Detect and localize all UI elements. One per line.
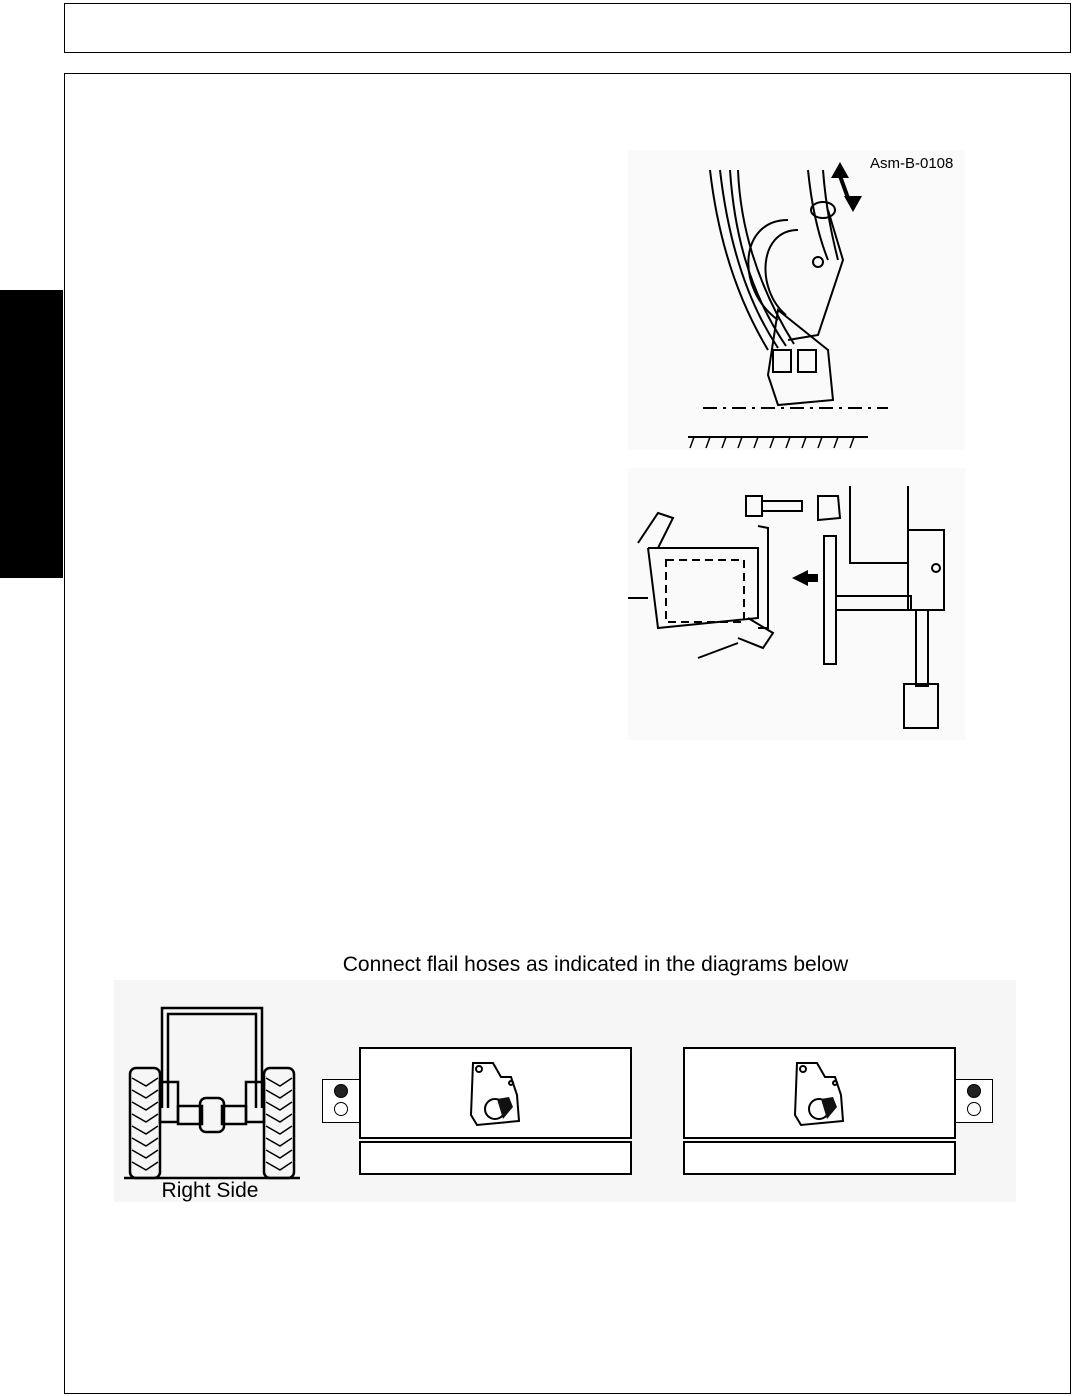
right-valve-box [683,1047,956,1139]
right-valve-fitting-icon [783,1055,863,1135]
right-port-return [967,1102,981,1116]
section-side-tab [0,290,63,578]
tractor-rear-view [124,998,314,1208]
left-valve-box [359,1047,632,1139]
left-valve-strip [359,1141,632,1175]
hose-caption: Connect flail hoses as indicated in the diagrams below [342,953,849,976]
page-header-box [64,3,1071,53]
right-hose-port-block [955,1079,993,1123]
hose-diagram-panel [114,980,1016,1202]
figure-code: Asm-B-0108 [870,155,954,172]
hose-routing-illustration [628,150,965,450]
bracket-mounting-illustration [628,468,965,740]
right-port-pressure [967,1084,981,1098]
right-valve-strip [683,1141,956,1175]
tractor-side-label: Right Side [161,1179,259,1202]
left-hose-port-block [322,1079,360,1123]
left-valve-fitting-icon [459,1055,539,1135]
left-port-return [334,1102,348,1116]
left-port-pressure [334,1084,348,1098]
